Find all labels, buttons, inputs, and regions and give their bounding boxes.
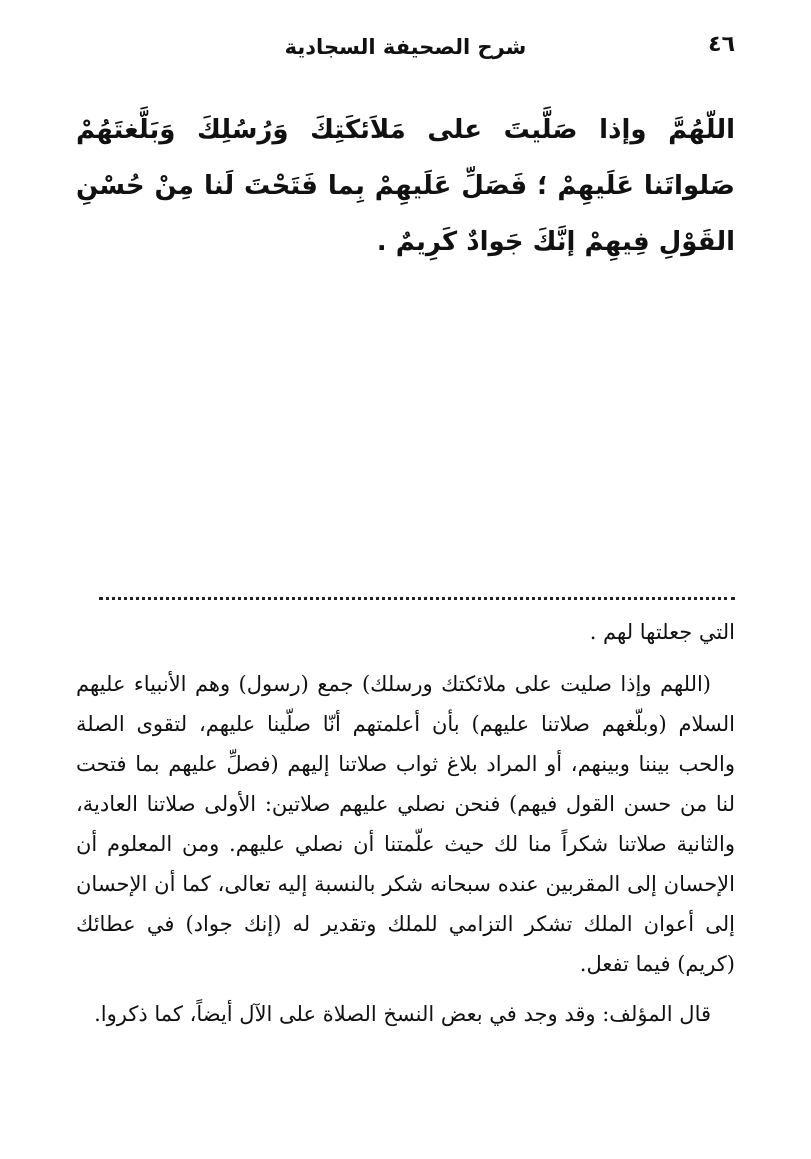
commentary-section [76, 612, 735, 1034]
author-note: قال المؤلف: وقد وجد في بعض النسخ الصلاة على الآل أيضاً، كما ذكروا. [94, 1002, 711, 1026]
footnote-divider [99, 597, 735, 600]
commentary-explanation: (اللهم وإذا صليت على ملائكتك ورسلك) جمع (رسول) وهم الأنبياء عليهم السلام (وبلّغهم صلاتنا عليهم) بأن أعلمتهم أنّا صلّينا عليهم، لتقوى الصلة والحب بيننا وبينهم، أو المراد بلاغ ثواب صلاتنا إليهم (فصلِّ عليهم بما فتحت لنا من حسن القول فيهم) فنحن نصلي عليهم صلاتين: الأولى صلاتنا العادية، والثانية صلاتنا شكراً منا لك حيث علّمتنا أن نصلي عليهم. ومن المعلوم أن الإحسان إلى المقربين عنده سبحانه شكر بالنسبة إليه تعالى، كما أن الإحسان إلى أعوان الملك تشكر التزامي للملك وتقدير له (إنك جواد) في عطائك (كريم) فيما تفعل. [76, 672, 735, 976]
page-number: ٤٦ [708, 32, 735, 57]
supplication-text: اللّهُمَّ وإذا صَلَّيتَ على مَلاَئكَتِكَ وَرُسُلِكَ وَبَلَّغتَهُمْ صَلواتَنا عَلَيهِمْ ؛ فَصَلِّ عَلَيهِمْ بِما فَتَحْتَ لَنا مِنْ حُسْنِ القَوْلِ فِيهِمْ إنَّكَ جَوادٌ كَرِيمٌ . [76, 115, 735, 257]
commentary-continuation: التي جعلتها لهم . [589, 620, 735, 644]
running-title: شرح الصحيفة السجادية [284, 35, 527, 59]
page-header [76, 30, 735, 64]
